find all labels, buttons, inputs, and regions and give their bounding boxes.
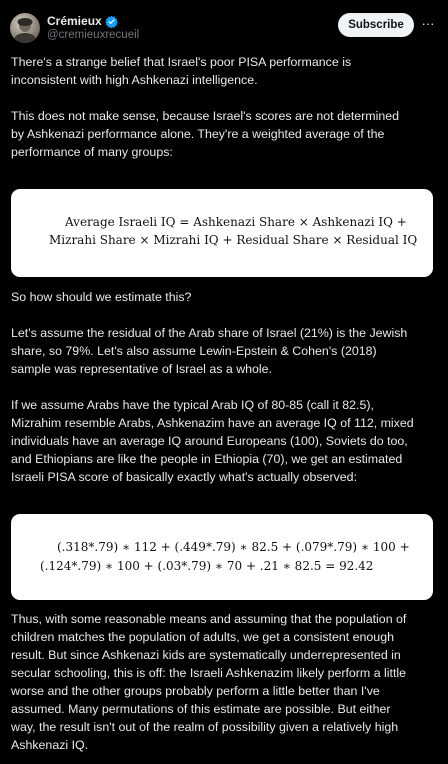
post-paragraph-5: If we assume Arabs have the typical Arab IQ of 80-85 (call it 82.5), Mizrahim resemble Arabs, Ashkenazim have an average IQ of 112, mixed individuals have an average IQ around Europeans (100), Soviets do too, and Ethiopians are like the people in Ethiopia (70), we get an estimated Israeli PISA score of basically exactly what's actually observed: (11, 398, 414, 484)
equation-2-line-1: (.318*.79) ∗ 112 + (.449*.79) ∗ 82.5 + (.079*.79) ∗ 100 + (57, 540, 410, 554)
equation-image-1[interactable] (11, 189, 433, 277)
post-paragraph-6: Thus, with some reasonable means and assuming that the population of children matches the population of adults, we get a consistent enough result. But since Ashkenazi kids are systematically underrepresented in secular schooling, this is off: the Israeli Ashkenazim likely perform a little worse and the other groups probably perform a little better than I've assumed. Many permutations of this estimate are possible. But either way, the result isn't out of the realm of possibility given a relatively high Ashkenazi IQ. (11, 612, 407, 752)
author-avatar[interactable] (10, 13, 40, 43)
post-paragraph-3: So how should we estimate this? (11, 290, 192, 304)
avatar-portrait-icon (10, 13, 40, 43)
equation-image-2[interactable] (11, 514, 433, 600)
post-paragraph-2: This does not make sense, because Israel's scores are not determined by Ashkenazi performance alone. They're a weighted average of the performance of many groups: (11, 109, 400, 159)
post-paragraph-4: Let's assume the residual of the Arab share of Israel (21%) is the Jewish share, so 79%. Let's also assume Lewin-Epstein & Cohen's (2018) sample was representative of Israel as a whole. (11, 326, 408, 376)
equation-2-line-2: (.124*.79) ∗ 100 + (.03*.79) ∗ 70 + .21 ∗ 82.5 = 92.42 (40, 559, 374, 573)
post-paragraph-1: There's a strange belief that Israel's poor PISA performance is inconsistent with high Ashkenazi intelligence. (11, 55, 352, 87)
post-header (0, 0, 448, 52)
subscribe-button[interactable]: Subscribe (338, 13, 414, 37)
author-name-row[interactable] (47, 13, 118, 29)
equation-1-line-1: Average Israeli IQ = Ashkenazi Share × Ashkenazi IQ + (65, 215, 407, 229)
equation-1-line-2: Mizrahi Share × Mizrahi IQ + Residual Share × Residual IQ (49, 233, 418, 247)
author-name[interactable]: Crémieux (47, 14, 102, 28)
verified-badge-icon (105, 15, 118, 28)
more-options-icon[interactable]: ··· (421, 16, 435, 31)
author-handle[interactable]: @cremieuxrecueil (47, 29, 140, 41)
